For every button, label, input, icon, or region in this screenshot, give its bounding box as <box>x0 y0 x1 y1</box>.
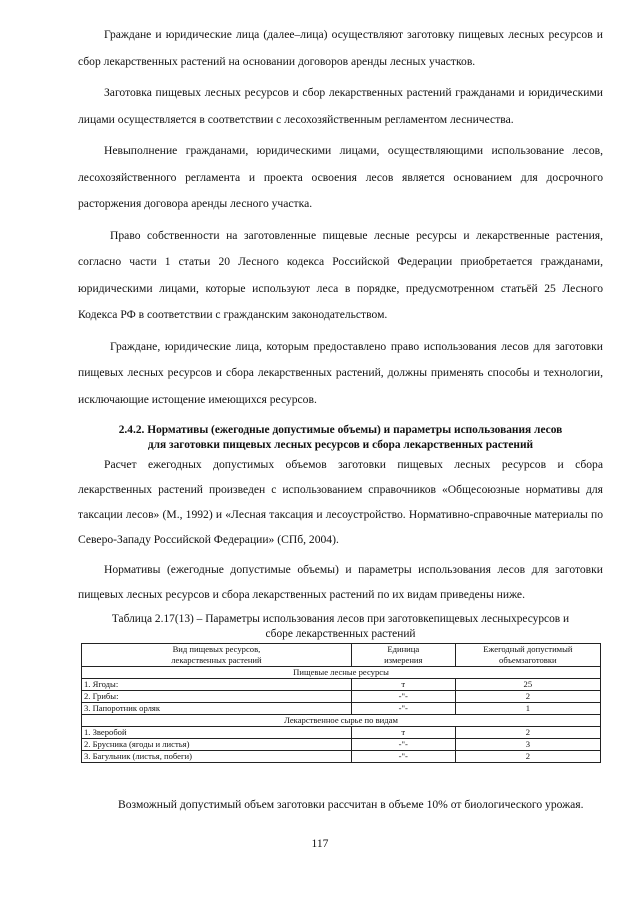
volume-cell: 25 <box>455 679 600 691</box>
resource-name: 3. Папоротник орляк <box>82 703 352 715</box>
unit-cell: -"- <box>351 703 455 715</box>
unit-cell: -"- <box>351 691 455 703</box>
paragraph: Невыполнение гражданами, юридическими лицами, осуществляющими использование лесов, лесохозяйственного регламента и проекта освоения лесов является основанием для досрочного расторжения договора аренды лесного участка. <box>78 144 603 210</box>
table-row <box>82 679 601 691</box>
table-row <box>82 691 601 703</box>
table-caption-line1: Таблица 2.17(13) – Параметры использования лесов при заготовкепищевых лесныхресурсов и <box>111 613 570 625</box>
header-resource-type: Вид пищевых ресурсов, лекарственных растений <box>82 644 352 667</box>
document-page <box>78 22 603 819</box>
volume-cell: 2 <box>455 727 600 739</box>
paragraph: Граждане и юридические лица (далее–лица) осуществляют заготовку пищевых лесных ресурсов и сбор лекарственных растений на основании договоров аренды лесных участков. <box>78 28 603 68</box>
section-heading <box>78 423 603 452</box>
section-heading-line1: 2.4.2. Нормативы (ежегодные допустимые объемы) и параметры использования лесов <box>118 424 563 436</box>
table-row <box>82 703 601 715</box>
resource-name: 1. Ягоды: <box>82 679 352 691</box>
table-header-row <box>82 644 601 667</box>
resource-name: 2. Брусника (ягоды и листья) <box>82 739 352 751</box>
table-row <box>82 739 601 751</box>
paragraph: Граждане, юридические лица, которым предоставлено право использования лесов для заготовки пищевых лесных ресурсов и сбора лекарственных растений, должны применять способы и технологии, исключающие истощение имеющихся ресурсов. <box>78 339 603 406</box>
table-group-row <box>82 715 601 727</box>
resource-name: 2. Грибы: <box>82 691 352 703</box>
table-group-row <box>82 667 601 679</box>
section-heading-line2: для заготовки пищевых лесных ресурсов и сбора лекарственных растений <box>147 438 534 451</box>
resource-name: 3. Багульник (листья, побеги) <box>82 751 352 763</box>
unit-cell: -"- <box>351 751 455 763</box>
header-annual-volume: Ежегодный допустимый объемзаготовки <box>455 644 600 667</box>
closing-paragraph: Возможный допустимый объем заготовки рассчитан в объеме 10% от биологического урожая. <box>118 798 584 811</box>
paragraph: Право собственности на заготовленные пищевые лесные ресурсы и лекарственные растения, согласно части 1 статьи 20 Лесного кодекса Российской Федерации приобретается гражданами, юридическими лицами, которые используют леса в порядке, предусмотренном статьёй 25 Лесного Кодекса РФ в соответствии с гражданским законодательством. <box>78 228 603 321</box>
volume-cell: 3 <box>455 739 600 751</box>
volume-cell: 2 <box>455 691 600 703</box>
paragraph: Заготовка пищевых лесных ресурсов и сбор лекарственных растений гражданами и юридическими лицами осуществляется в соответствии с лесохозяйственным регламентом лесничества. <box>78 86 603 126</box>
resource-name: 1. Зверобой <box>82 727 352 739</box>
table-row <box>82 727 601 739</box>
section-paragraph: Нормативы (ежегодные допустимые объемы) и параметры использования лесов для заготовки пищевых лесных ресурсов и сбора лекарственных растений по их видам приведены ниже. <box>78 563 603 601</box>
unit-cell: т <box>351 727 455 739</box>
volume-cell: 1 <box>455 703 600 715</box>
section-paragraph: Расчет ежегодных допустимых объемов заготовки пищевых лесных ресурсов и сбора лекарственных растений произведен с использованием справочников «Общесоюзные нормативы для таксации лесов» (М., 1992) и «Лесная таксация и лесоустройство. Нормативно-справочные материалы по Северо-Западу Российской Федерации» (СПб, 2004). <box>78 458 603 546</box>
table-caption-line2: сборе лекарственных растений <box>265 627 416 640</box>
group-label: Пищевые лесные ресурсы <box>82 667 601 679</box>
page-number: 117 <box>311 837 329 850</box>
group-label: Лекарственное сырье по видам <box>82 715 601 727</box>
header-unit: Единица измерения <box>351 644 455 667</box>
norms-table <box>81 643 601 763</box>
table-caption <box>78 612 603 641</box>
unit-cell: -"- <box>351 739 455 751</box>
volume-cell: 2 <box>455 751 600 763</box>
table-row <box>82 751 601 763</box>
unit-cell: т <box>351 679 455 691</box>
